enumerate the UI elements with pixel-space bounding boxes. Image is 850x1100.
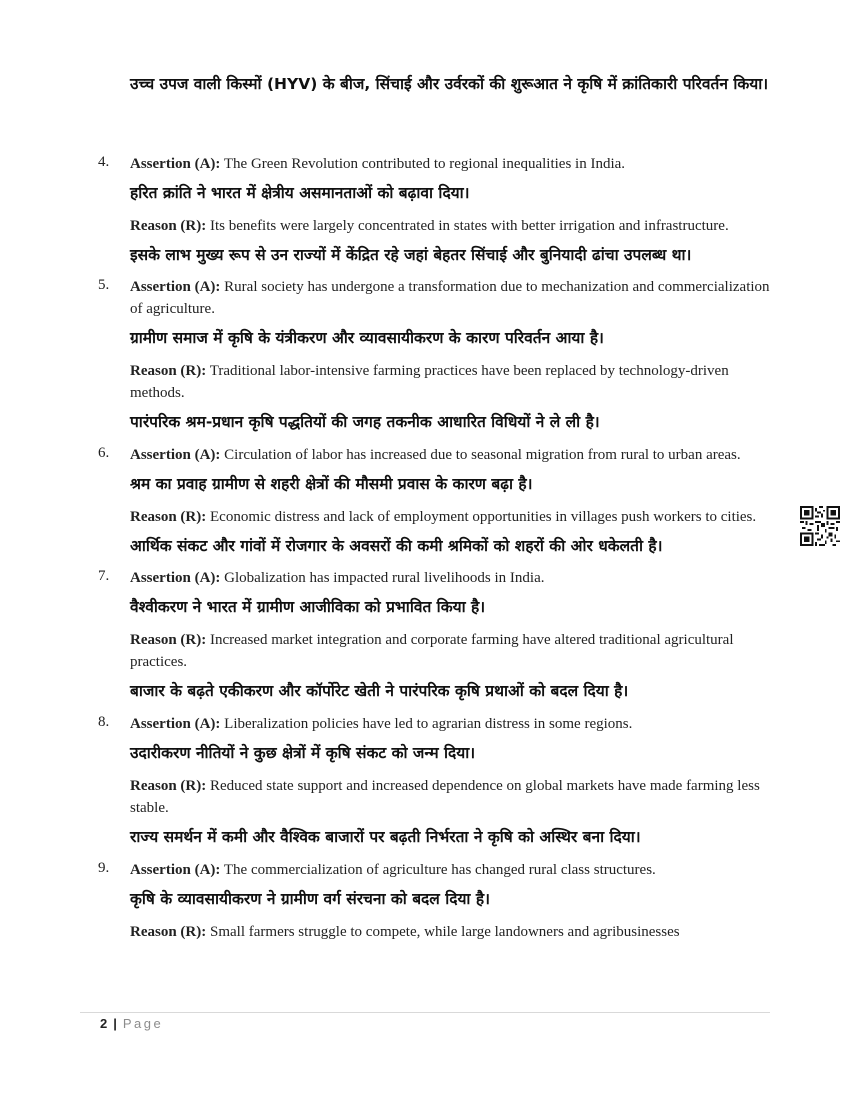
reason-label: Reason (R): [130, 509, 207, 525]
reason-english [130, 772, 778, 819]
page-number: 2 [100, 1016, 108, 1031]
item-number: 5. [98, 277, 110, 293]
reason-hindi: राज्य समर्थन में कमी और वैश्विक बाजारों पर बढ़ती निर्भरता ने कृषि को अस्थिर बना दिया। [130, 828, 641, 846]
list-item [98, 856, 778, 943]
assertion-text: Liberalization policies have led to agrarian distress in some regions. [224, 716, 633, 732]
assertion-text: Circulation of labor has increased due to seasonal migration from rural to urban areas. [224, 447, 741, 463]
page-word: Page [122, 1016, 164, 1031]
assertion-label: Assertion (A): [130, 279, 221, 295]
assertion-english [130, 273, 778, 320]
reason-label: Reason (R): [130, 924, 207, 940]
item-number: 9. [98, 860, 110, 876]
reason-text: Economic distress and lack of employment opportunities in villages push workers to cities. [210, 509, 757, 525]
assertion-label: Assertion (A): [130, 570, 221, 586]
reason-hindi: पारंपरिक श्रम-प्रधान कृषि पद्धतियों की जगह तकनीक आधारित विधियों ने ले ली है। [130, 413, 600, 431]
assertion-hindi: उदारीकरण नीतियों ने कुछ क्षेत्रों में कृषि संकट को जन्म दिया। [130, 744, 476, 762]
assertion-hindi: कृषि के व्यावसायीकरण ने ग्रामीण वर्ग संरचना को बदल दिया है। [130, 890, 490, 908]
item-number: 6. [98, 445, 110, 461]
page-footer [100, 1016, 163, 1031]
assertion-english [130, 856, 778, 881]
assertion-english [130, 150, 778, 175]
assertion-english [130, 564, 778, 589]
assertion-label: Assertion (A): [130, 447, 221, 463]
assertion-label: Assertion (A): [130, 156, 221, 172]
item-number: 8. [98, 714, 110, 730]
reason-hindi: आर्थिक संकट और गांवों में रोजगार के अवसरों की कमी श्रमिकों को शहरों की ओर धकेलती है। [130, 537, 663, 555]
footer-divider [80, 1012, 770, 1013]
reason-english [130, 357, 778, 404]
reason-english [130, 918, 778, 943]
list-item [98, 710, 778, 852]
assertion-hindi: श्रम का प्रवाह ग्रामीण से शहरी क्षेत्रों की मौसमी प्रवास के कारण बढ़ा है। [130, 475, 533, 493]
list-item [98, 564, 778, 706]
assertion-hindi: वैश्वीकरण ने भारत में ग्रामीण आजीविका को प्रभावित किया है। [130, 598, 486, 616]
reason-text: Small farmers struggle to compete, while large landowners and agribusinesses [210, 924, 680, 940]
reason-hindi: बाजार के बढ़ते एकीकरण और कॉर्पोरेट खेती ने पारंपरिक कृषि प्रथाओं को बदल दिया है। [130, 682, 629, 700]
assertion-label: Assertion (A): [130, 862, 221, 878]
intro-paragraph: उच्च उपज वाली किस्मों (HYV) के बीज, सिंचाई और उर्वरकों की शुरूआत ने कृषि में क्रांतिकारी परिवर्तन किया। [130, 75, 769, 93]
list-item [98, 150, 778, 271]
assertion-text: The commercialization of agriculture has changed rural class structures. [223, 862, 656, 878]
assertion-text: Globalization has impacted rural livelihoods in India. [224, 570, 545, 586]
reason-english [130, 503, 778, 528]
assertion-english [130, 710, 778, 735]
item-number: 4. [98, 154, 110, 170]
assertion-label: Assertion (A): [130, 716, 221, 732]
item-number: 7. [98, 568, 110, 584]
reason-label: Reason (R): [130, 363, 207, 379]
reason-label: Reason (R): [130, 632, 207, 648]
assertion-english [130, 441, 778, 466]
reason-english [130, 212, 778, 237]
footer-separator: | [113, 1016, 117, 1031]
list-item [98, 273, 778, 437]
reason-hindi: इसके लाभ मुख्य रूप से उन राज्यों में केंद्रित रहे जहां बेहतर सिंचाई और बुनियादी ढांचा उपलब्ध था। [130, 246, 692, 264]
assertion-reason-list [98, 150, 778, 943]
reason-english [130, 626, 778, 673]
reason-label: Reason (R): [130, 218, 207, 234]
reason-text: Traditional labor-intensive farming practices have been replaced by technology-driven methods. [130, 363, 729, 401]
list-item [98, 441, 778, 562]
assertion-hindi: हरित क्रांति ने भारत में क्षेत्रीय असमानताओं को बढ़ावा दिया। [130, 184, 470, 202]
reason-text: Reduced state support and increased dependence on global markets have made farming less stable. [130, 778, 760, 816]
assertion-hindi: ग्रामीण समाज में कृषि के यंत्रीकरण और व्यावसायीकरण के कारण परिवर्तन आया है। [130, 329, 604, 347]
assertion-text: The Green Revolution contributed to regional inequalities in India. [223, 156, 626, 172]
assertion-text: Rural society has undergone a transformation due to mechanization and commercialization of agriculture. [130, 279, 770, 317]
reason-label: Reason (R): [130, 778, 207, 794]
reason-text: Increased market integration and corporate farming have altered traditional agricultural practices. [130, 632, 734, 670]
reason-text: Its benefits were largely concentrated in states with better irrigation and infrastructure. [210, 218, 729, 234]
qr-code-icon [800, 506, 840, 546]
